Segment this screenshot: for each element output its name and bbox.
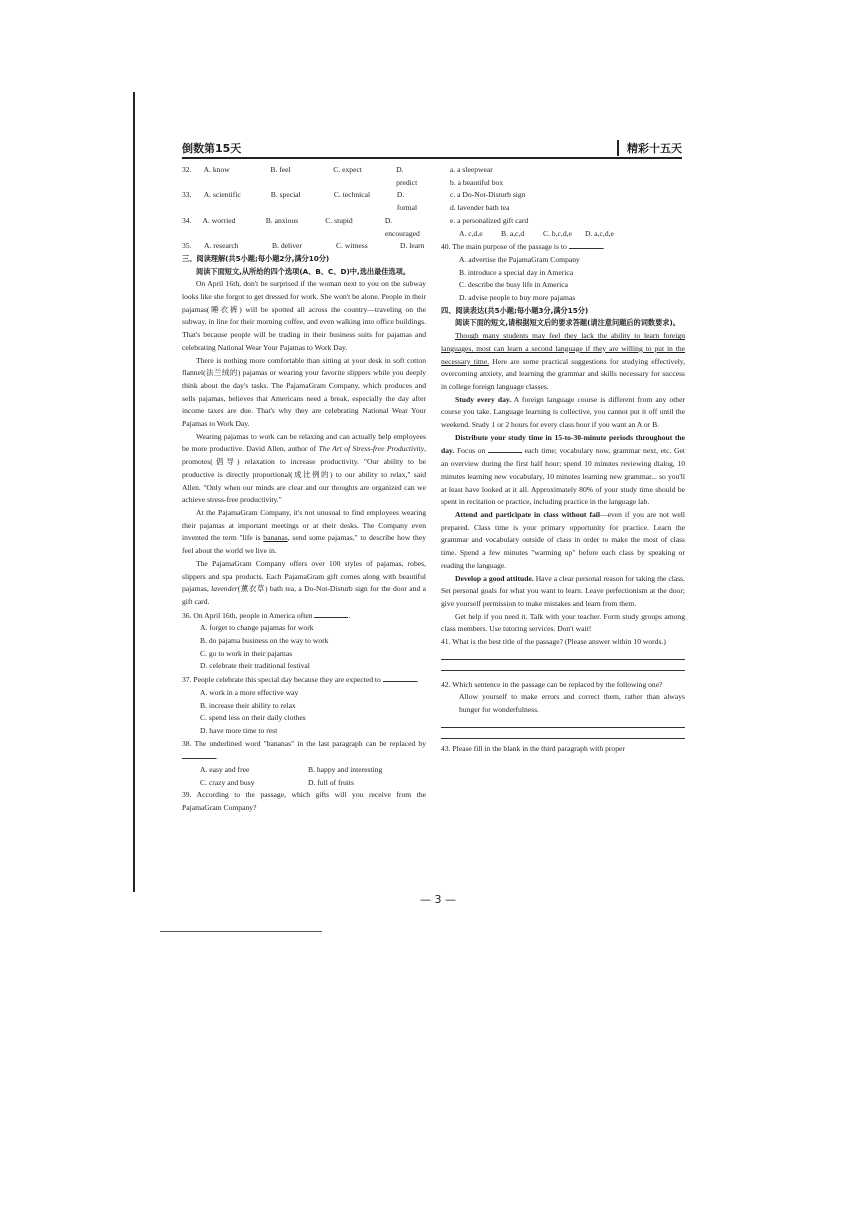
header-left-title: 倒数第15天: [182, 142, 242, 155]
underlined-word-bananas: bananas: [263, 533, 288, 543]
q39-option-a: A. c,d,e: [459, 228, 483, 238]
word-lavender: lavender: [211, 584, 238, 594]
q36-stem: 36. On April 16th, people in America often: [182, 610, 313, 620]
q35-number: 35.: [182, 241, 192, 251]
p3-text-end: , promotes(倡导) relaxation to increase productivity. "Our ability to be productive is directly proportional(成比例的) to our ability to relax," said Allen. "Only when our minds are clear and our thoughts are organized can we achieve stress-free productivity.": [182, 444, 426, 505]
r3-text-start: Focus on: [454, 446, 486, 456]
question-42: 42. Which sentence in the passage can be replaced by the following one?: [441, 679, 663, 689]
question-34: [182, 215, 426, 240]
r3-text-end: each time; vocabulary now, grammar next, etc. Get an overview during the first half hour; spend 10 minutes reviewing dialog, 10 minutes learning new vocabulary, 10 minutes learning new grammar... so you'll at least have looked at it all. Approximately 80% of your study time should be spent in recitation or practice, including practice in the language lab.: [441, 446, 685, 507]
question-37: 37. People celebrate this special day because they are expected to .: [182, 675, 419, 685]
section-3-instruction: 阅读下面短文,从所给的四个选项(A、B、C、D)中,选出最佳选项。: [196, 266, 411, 276]
passage-paragraph-2: There is nothing more comfortable than sitting at your desk in soft cotton flannel(法兰绒的) pajamas or wearing your favorite slippers while you deeply think about the day's tasks. The PajamaGram Company, which produces and sells pajamas, believes that Americans need a break, especially the day after income taxes are due. That's why they are celebrating National Wear Your Pajamas to Work Day.: [182, 355, 426, 429]
question-38: 38. The underlined word "bananas" in the last paragraph can be replaced by .: [182, 738, 426, 762]
q34-option-d: D. encouraged: [384, 215, 420, 238]
q40-option-a: A. advertise the PajamaGram Company: [459, 254, 580, 264]
section-3-heading: 三、阅读理解(共5小题;每小题2分,满分10分): [182, 253, 330, 263]
q36-option-d: D. celebrate their traditional festival: [200, 661, 310, 671]
question-39: 39. According to the passage, which gifts will you receive from the PajamaGram Company?: [182, 790, 426, 813]
passage-paragraph-3: [182, 431, 426, 507]
q38-option-d: D. full of fruits: [308, 777, 354, 787]
question-41: 41. What is the best title of the passage? (Please answer within 10 words.): [441, 637, 666, 647]
q38-options-row-1: [182, 764, 426, 777]
q38-option-a: A. easy and free: [200, 765, 250, 775]
answer-blank: [569, 240, 603, 249]
left-column: [182, 164, 426, 815]
reading-paragraph-3: [441, 432, 685, 509]
r2-text: A foreign language course is different from any other course you take. Language learning is collective, you cannot put it off until the weekend. Study 1 or 2 hours for every class hour if you want an A or B.: [441, 394, 685, 430]
q36-option-c: C. go to work in their pajamas: [200, 648, 293, 658]
q37-stem: 37. People celebrate this special day because they are expected to: [182, 675, 381, 685]
answer-blank-43: [488, 444, 522, 453]
question-35: [182, 240, 426, 253]
section-4-heading: 四、阅读表达(共5小题;每小题3分,满分15分): [441, 305, 589, 315]
passage-paragraph-1: On April 16th, don't be surprised if the woman next to you on the subway looks like she forgot to get dressed for work. She won't be alone. People in their pajamas(睡衣裤) will be spotted all across the country—traveling on the subway, in line for their morning coffee, and even walking into office buildings. That's because people will be trading in their business suits for pajamas and celebrating National Wear Your Pajamas to Work Day.: [182, 279, 426, 352]
q34-option-b: B. anxious: [265, 215, 299, 225]
gift-item-c: c. a Do-Not-Disturb sign: [450, 190, 526, 200]
q33-number: 33.: [182, 190, 192, 200]
q38-stem: 38. The underlined word "bananas" in the last paragraph can be replaced by: [182, 738, 426, 748]
q38-option-c: C. crazy and busy: [200, 777, 255, 787]
q37-option-d: D. have more time to rest: [200, 725, 278, 735]
r5-heading: Develop a good attitude.: [455, 573, 534, 583]
page-header: [182, 140, 682, 154]
question-32: [182, 164, 426, 189]
question-40: 40. The main purpose of the passage is to .: [441, 242, 605, 252]
passage-paragraph-5: [182, 558, 426, 609]
question-36: 36. On April 16th, people in America often .: [182, 610, 351, 620]
underlined-sentence: Though many students may feel they lack the ability to learn foreign languages, most can learn a second language if they are willing to put in the necessary time.: [441, 331, 685, 366]
gift-item-d: d. lavender bath tea: [450, 203, 510, 213]
footer-rule: [160, 931, 322, 932]
p4-text-end: , send some pajamas," to describe how they feel about the world we live in.: [182, 533, 426, 556]
q40-option-c: C. describe the busy life in America: [459, 280, 569, 290]
answer-blank: [314, 609, 348, 618]
q38-option-b: B. happy and interesting: [308, 765, 383, 775]
reading-paragraph-1: [441, 330, 685, 394]
answer-blank: [182, 750, 216, 759]
q35-option-c: C. witness: [336, 241, 368, 251]
q34-option-a: A. worried: [202, 215, 236, 225]
header-right-title: 精彩十五天: [617, 140, 682, 156]
r4-heading: Attend and participate in class without fail: [455, 509, 600, 519]
q37-option-b: B. increase their ability to relax: [200, 700, 296, 710]
q32-option-b: B. feel: [270, 165, 291, 174]
q36-option-a: A. forget to change pajamas for work: [200, 623, 314, 633]
q33-option-c: C. technical: [333, 190, 371, 200]
q38-options-row-2: [182, 777, 426, 790]
q40-stem: 40. The main purpose of the passage is to: [441, 242, 567, 252]
p3-text-start: Wearing pajamas to work can be relaxing and can actually help employees be more productive. David Allen, author of: [182, 431, 426, 454]
p4-text-start: At the PajamaGram Company, it's not unusual to find employees wearing their pajamas at important meetings or at their desks. The Company even invented the term "life is: [182, 507, 426, 543]
reading-paragraph-5: [441, 573, 685, 611]
q37-option-a: A. work in a more effective way: [200, 687, 299, 697]
header-rule: [182, 157, 682, 159]
reading-paragraph-4: [441, 509, 685, 573]
q35-option-b: B. deliver: [272, 241, 302, 251]
q41-answer-line-1: [441, 649, 685, 660]
q39-option-c: C. b,c,d,e: [543, 228, 572, 238]
answer-blank: [383, 673, 417, 682]
passage-paragraph-4: [182, 507, 426, 558]
q34-number: 34.: [182, 215, 192, 225]
gift-item-e: e. a personalized gift card: [450, 215, 529, 225]
q36-option-b: B. do pajama business on the way to work: [200, 636, 329, 646]
p5-text-end: (薰衣草) bath tea, a Do-Not-Disturb sign for the door and a gift card.: [182, 584, 426, 606]
r4-text: —even if you are not well prepared. Class time is your primary opportunity for practice. Learn the grammar and vocabulary outside of class in order to make the most of class time. Spend a few minutes "warming up" before each class by speaking or reading the language.: [441, 509, 686, 570]
page-number: — 3 —: [420, 893, 456, 906]
q35-option-a: A. research: [204, 241, 239, 251]
r1-text: Here are some practical suggestions for studying effectively, overcoming anxiety, and learning the grammar and skills necessary for success in college foreign language classes.: [441, 356, 686, 391]
q40-option-d: D. advise people to buy more pajamas: [459, 293, 576, 303]
q39-option-d: D. a,c,d,e: [585, 228, 614, 238]
q32-option-c: C. expect: [333, 165, 362, 174]
q34-option-c: C. stupid: [325, 215, 353, 225]
q32-number: 32.: [182, 165, 192, 174]
q32-option-a: A. know: [203, 165, 230, 174]
q35-option-d: D. learn: [400, 241, 425, 251]
q33-option-d: D. formal: [396, 190, 418, 213]
q33-option-a: A. scientific: [203, 190, 241, 200]
gift-item-a: a. a sleepwear: [450, 165, 493, 174]
reading-paragraph-6: Get help if you need it. Talk with your teacher. Form study groups among class members. Use tutoring services. Don't wait!: [441, 611, 685, 634]
section-4-instruction: 阅读下面的短文,请根据短文后的要求答题(请注意问题后的词数要求)。: [455, 318, 680, 328]
q41-answer-line-2: [441, 660, 685, 671]
q37-option-c: C. spend less on their daily clothes: [200, 713, 306, 723]
question-33: [182, 189, 426, 214]
r5-text: Have a clear personal reason for taking the class. Set personal goals for what you want to learn. Leave perfectionism at the door; give yourself permission to make mistakes and learn from them.: [441, 573, 686, 608]
q42-answer-line-2: [441, 728, 685, 739]
p5-text-start: The PajamaGram Company offers over 100 styles of pajamas, robes, slippers and spa products. Each PajamaGram gift comes along with beautiful pajamas,: [182, 558, 426, 594]
gift-item-b: b. a beautiful box: [450, 177, 504, 187]
reading-paragraph-2: [441, 394, 685, 432]
left-margin-rule: [133, 92, 135, 892]
q39-option-b: B. a,c,d: [501, 228, 525, 238]
q42-quote: Allow yourself to make errors and correct them, rather than always hunger for wonderfulness.: [459, 692, 685, 715]
r2-heading: Study every day.: [455, 394, 512, 404]
right-column: [441, 164, 685, 756]
q33-option-b: B. special: [270, 190, 301, 200]
q39-options: [441, 228, 685, 241]
question-43: 43. Please fill in the blank in the third paragraph with proper: [441, 743, 625, 753]
spacer: [441, 671, 685, 679]
q42-answer-line-1: [441, 717, 685, 728]
q40-option-b: B. introduce a special day in America: [459, 267, 574, 277]
r3-heading: Distribute your study time in 15-to-30-minute periods throughout the day.: [441, 432, 685, 456]
q32-option-d: D. predict: [396, 165, 418, 187]
book-title: The Art of Stress-free Productivity: [318, 444, 425, 454]
